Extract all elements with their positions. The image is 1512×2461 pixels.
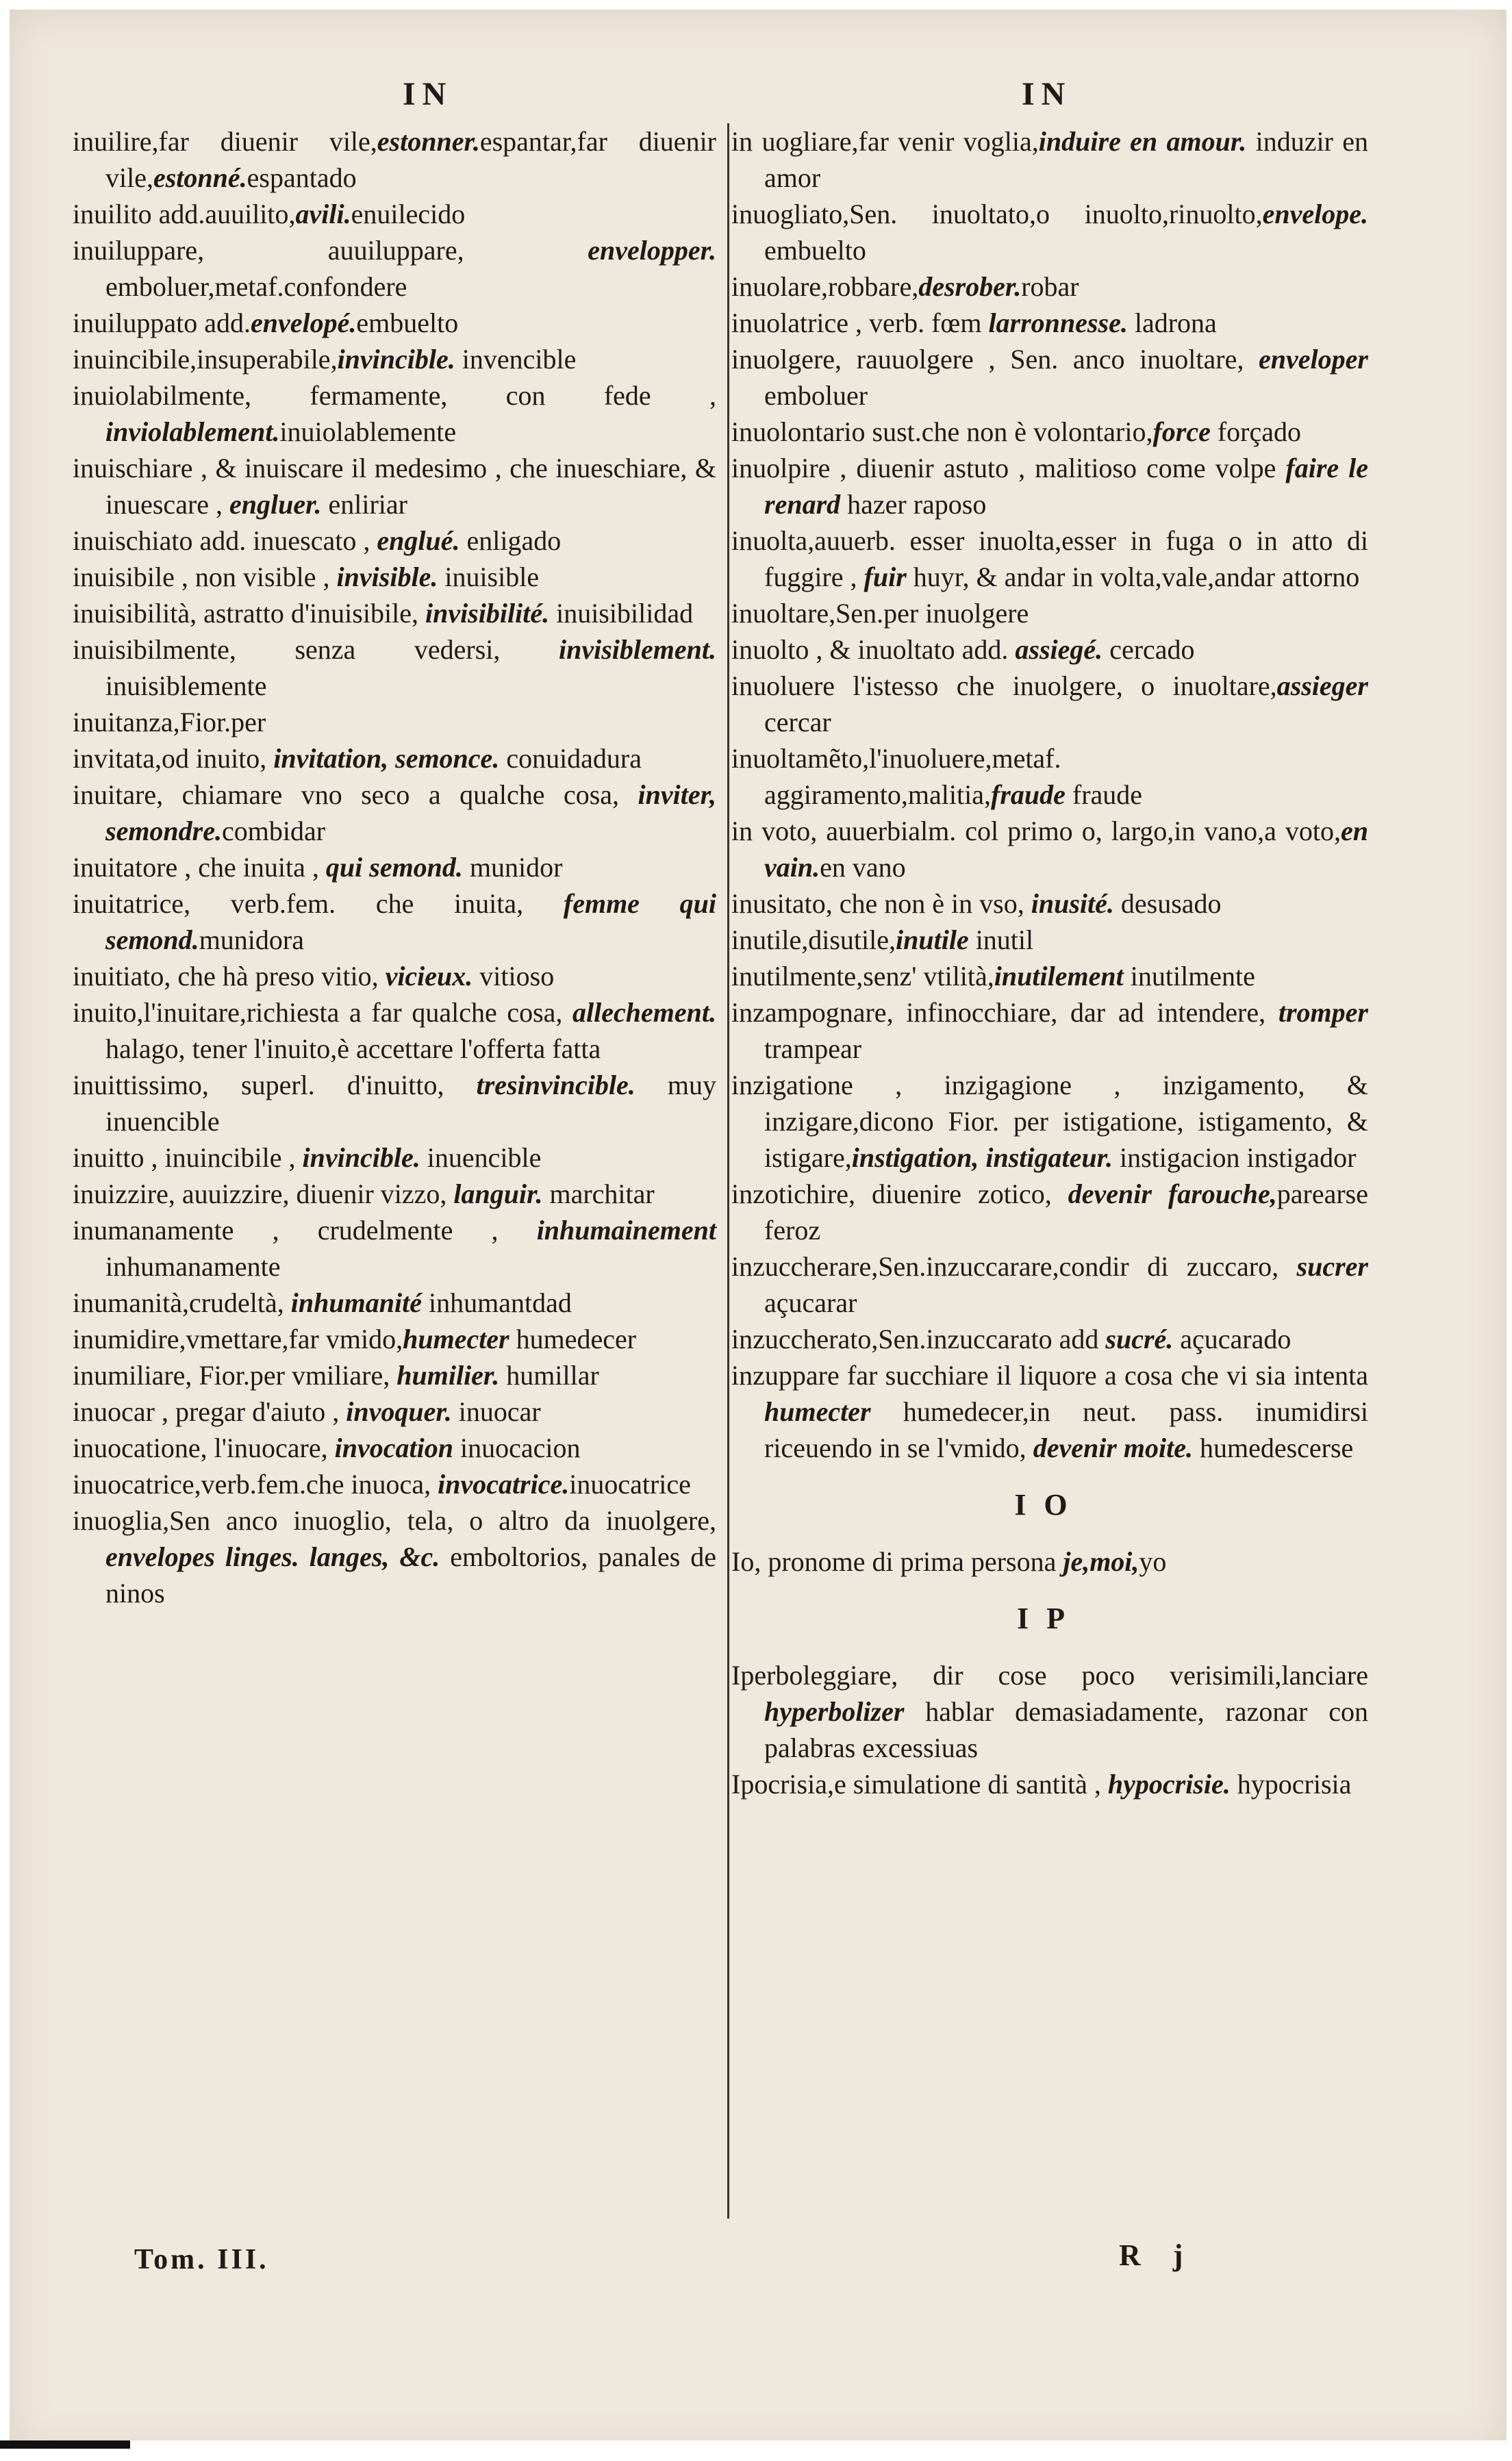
entry-french-term: inutile xyxy=(895,924,969,955)
entry-text: inuitanza,Fior.per xyxy=(73,707,266,737)
dictionary-entry xyxy=(73,1139,716,1176)
dictionary-entry xyxy=(73,885,716,958)
entry-french-term: inviolablement. xyxy=(105,416,280,447)
dictionary-entry xyxy=(731,994,1368,1067)
entry-text: instigacion instigador xyxy=(1112,1142,1357,1173)
entry-french-term: inutilement xyxy=(994,961,1124,992)
dictionary-entry xyxy=(731,196,1368,268)
entry-text: inuisibilità, astratto d'inuisibile, xyxy=(73,598,425,629)
entry-text: hazer raposo xyxy=(840,489,987,520)
entry-text: trampear xyxy=(764,1033,862,1064)
dictionary-entry xyxy=(73,377,716,450)
dictionary-entry xyxy=(731,1176,1368,1248)
entry-text: munidora xyxy=(199,924,304,955)
entry-french-term: invocatrice. xyxy=(438,1469,570,1500)
volume-label: Tom. III. xyxy=(134,2244,269,2275)
entry-text: marchitar xyxy=(542,1178,655,1209)
entry-text: inzigatione , inzigagione , inzigamento, & inzigare,dicono Fior. per istigatione, istigamento, & istigare, xyxy=(731,1070,1368,1173)
entry-text: açucarado xyxy=(1173,1324,1292,1354)
entry-french-term: devenir farouche, xyxy=(1068,1178,1277,1209)
entry-french-term: invocation xyxy=(334,1433,453,1463)
dictionary-entry xyxy=(73,1430,716,1466)
entry-text: inuocatrice,verb.fem.che inuoca, xyxy=(73,1469,438,1500)
entry-text: cercado xyxy=(1102,634,1195,665)
entry-text: inuisibile , non visible , xyxy=(73,561,337,592)
entry-french-term: desrober. xyxy=(918,271,1022,302)
entry-text: inuiluppare, auuiluppare, xyxy=(73,235,588,266)
running-head-right: IN xyxy=(1022,76,1072,112)
entry-text: inusitato, che non è in vso, xyxy=(731,888,1031,919)
dictionary-entry xyxy=(73,196,716,232)
dictionary-entry xyxy=(731,1357,1368,1466)
dictionary-entry xyxy=(73,1393,716,1430)
entry-text: inumanamente , crudelmente , xyxy=(73,1215,537,1246)
entry-french-term: qui semond. xyxy=(325,852,463,883)
entry-text: ladrona xyxy=(1127,307,1217,338)
entry-french-term: force xyxy=(1152,416,1211,447)
entry-french-term: invisiblement. xyxy=(559,634,716,665)
dictionary-entry xyxy=(73,123,716,196)
entry-text: inutilmente,senz' vtilità, xyxy=(731,961,994,992)
entry-text: humedecer xyxy=(509,1324,637,1354)
entry-text: emboluer xyxy=(764,380,868,411)
entry-french-term: engluer. xyxy=(229,489,322,520)
entry-french-term: tromper xyxy=(1278,997,1368,1028)
entry-text: embuelto xyxy=(764,235,866,266)
entry-text: inutilmente xyxy=(1123,961,1255,992)
entry-text: inutil xyxy=(968,924,1034,955)
right-column xyxy=(731,123,1368,1802)
entry-text: inzampognare, infinocchiare, dar ad intendere, xyxy=(731,997,1278,1028)
dictionary-entry xyxy=(73,450,716,522)
entry-text: humedescerse xyxy=(1192,1433,1354,1463)
dictionary-entry xyxy=(73,958,716,994)
entry-french-term: vicieux. xyxy=(385,961,473,992)
entry-text: inutile,disutile, xyxy=(731,924,896,955)
entry-text: robar xyxy=(1021,271,1079,302)
entry-french-term: allechement. xyxy=(572,997,716,1028)
dictionary-entry xyxy=(73,1357,716,1393)
entry-text: espantado xyxy=(247,162,357,193)
dictionary-entry xyxy=(731,305,1368,341)
dictionary-entry xyxy=(731,740,1368,813)
entry-french-term: enveloper xyxy=(1259,344,1368,375)
entry-text: inuiluppato add. xyxy=(73,307,251,338)
entry-french-term: hyperbolizer xyxy=(764,1696,905,1727)
entry-text: inuisibilmente, senza vedersi, xyxy=(73,634,559,665)
entry-french-term: inusité. xyxy=(1031,888,1114,919)
entry-text: inuisible xyxy=(438,561,540,592)
dictionary-entry xyxy=(73,341,716,377)
dictionary-entry xyxy=(73,232,716,305)
dictionary-entry xyxy=(731,595,1368,631)
entry-french-term: femme qui semond. xyxy=(105,888,717,955)
entry-text: muy inuencible xyxy=(105,1070,716,1137)
entry-french-term: en vain. xyxy=(764,816,1368,883)
signature-mark: R j xyxy=(1119,2238,1196,2272)
entry-text: Io, pronome di prima persona xyxy=(731,1546,1063,1577)
entry-french-term: sucré. xyxy=(1105,1324,1174,1354)
entry-text: emboluer,metaf.confondere xyxy=(105,271,407,302)
entry-text: inuischiato add. inuescato , xyxy=(73,525,377,556)
entry-text: en vano xyxy=(820,852,906,883)
entry-french-term: faire le renard xyxy=(764,453,1368,520)
entry-text: inuilito add.auuilito, xyxy=(73,199,296,229)
dictionary-entry xyxy=(73,1502,716,1611)
entry-text: Iperboleggiare, dir cose poco verisimili,lanciare xyxy=(731,1660,1368,1691)
dictionary-entry xyxy=(731,1067,1368,1176)
scan-edge-mark xyxy=(0,2440,130,2449)
entry-french-term: estonné. xyxy=(153,162,247,193)
entry-text: inuolpire , diuenir astuto , malitioso come volpe xyxy=(731,453,1286,483)
entry-text: huyr, & andar in volta,vale,andar attorno xyxy=(906,561,1360,592)
dictionary-entry xyxy=(731,668,1368,740)
entry-french-term: invincible. xyxy=(302,1142,420,1173)
entry-french-term: englué. xyxy=(377,525,460,556)
dictionary-entry xyxy=(731,885,1368,922)
entry-text: combidar xyxy=(222,816,326,846)
entry-text: inuischiare , & inuiscare il medesimo , che inueschiare, & inuescare , xyxy=(73,453,716,520)
entry-text: in voto, auuerbialm. col primo o, largo,in vano,a voto, xyxy=(731,816,1341,846)
entry-text: inumanità,crudeltà, xyxy=(73,1287,291,1318)
entry-french-term: envelope. xyxy=(1262,199,1368,229)
dictionary-entry xyxy=(73,1212,716,1285)
section-heading-ip: IP xyxy=(1017,1602,1083,1635)
entry-french-term: invitation, semonce. xyxy=(273,743,500,774)
entry-text: inuoluere l'istesso che inuolgere, o inuoltare, xyxy=(731,670,1277,701)
entry-french-term: inviter, semondre. xyxy=(105,779,716,846)
entry-french-term: invincible. xyxy=(337,344,455,375)
entry-text: inuitto , inuincibile , xyxy=(73,1142,303,1173)
entry-text: induzir en amor xyxy=(764,126,1369,193)
entry-text: inuolto , & inuoltato add. xyxy=(731,634,1016,665)
entry-text: inhumanamente xyxy=(105,1251,281,1282)
entry-text: inuocatione, l'inuocare, xyxy=(73,1433,335,1463)
entry-text: inuincibile,insuperabile, xyxy=(73,344,338,375)
entry-text: enliriar xyxy=(321,489,407,520)
dictionary-entry xyxy=(731,341,1368,414)
entry-text: inuittissimo, superl. d'inuitto, xyxy=(73,1070,477,1100)
entry-french-term: inhumanité xyxy=(290,1287,422,1318)
dictionary-entry xyxy=(731,268,1368,305)
entry-french-term: larronnesse. xyxy=(988,307,1128,338)
entry-text: humillar xyxy=(499,1360,599,1391)
entry-text: inuisiblemente xyxy=(105,670,267,701)
entry-text: halago, tener l'inuito,è accettare l'offerta fatta xyxy=(105,1033,601,1064)
dictionary-entry xyxy=(73,559,716,595)
dictionary-entry xyxy=(731,1248,1368,1321)
dictionary-entry xyxy=(73,595,716,631)
section-ip-entries xyxy=(731,1657,1368,1802)
entry-text: inuito,l'inuitare,richiesta a far qualche cosa, xyxy=(73,997,573,1028)
entry-french-term: humecter xyxy=(764,1396,871,1427)
entry-french-term: instigation, instigateur. xyxy=(851,1142,1113,1173)
dictionary-entry xyxy=(73,994,716,1067)
entry-text: inuizzire, auuizzire, diuenir vizzo, xyxy=(73,1178,454,1209)
entry-text: inuolta,auuerb. esser inuolta,esser in fuga o in atto di fuggire , xyxy=(731,525,1368,592)
dictionary-entry xyxy=(73,777,716,849)
running-head-left: IN xyxy=(403,76,453,112)
entry-french-term: fraude xyxy=(991,779,1066,810)
entry-text: inzuccherato,Sen.inzuccarato add xyxy=(731,1324,1106,1354)
entry-text: cercar xyxy=(764,707,831,737)
dictionary-entry xyxy=(73,1285,716,1321)
dictionary-entry xyxy=(731,1657,1368,1766)
entry-french-term: envelopes linges. langes, &c. xyxy=(105,1541,440,1572)
entry-french-term: sucrer xyxy=(1296,1251,1368,1282)
dictionary-entry xyxy=(73,704,716,740)
section-heading-io: IO xyxy=(1014,1488,1085,1522)
entry-french-term: invisibilité. xyxy=(425,598,550,629)
entry-text: enuilecido xyxy=(351,199,466,229)
entry-text: inuitare, chiamare vno seco a qualche cosa, xyxy=(73,779,638,810)
entry-text: enligado xyxy=(459,525,562,556)
entry-text: inuoltamẽto,l'inuoluere,metaf. aggiramento,malitia, xyxy=(731,743,1061,810)
entry-french-term: inhumainement xyxy=(536,1215,716,1246)
entry-text: humedecer,in neut. pass. inumidirsi riceuendo in se l'vmido, xyxy=(764,1396,1368,1463)
entry-text: desusado xyxy=(1113,888,1222,919)
entry-text: inuencible xyxy=(420,1142,542,1173)
dictionary-entry xyxy=(73,1067,716,1139)
entry-text: inuiolablemente xyxy=(279,416,457,447)
entry-french-term: avili. xyxy=(295,199,351,229)
entry-text: invitata,od inuito, xyxy=(73,743,274,774)
entry-text: inuolgere, rauuolgere , Sen. anco inuoltare, xyxy=(731,344,1259,375)
entry-french-term: estonner. xyxy=(377,126,480,157)
entry-text: vitioso xyxy=(473,961,555,992)
entry-french-term: languir. xyxy=(453,1178,543,1209)
entry-french-term: assieger xyxy=(1276,670,1368,701)
entry-text: inuilire,far diuenir vile, xyxy=(73,126,377,157)
dictionary-entry xyxy=(731,813,1368,885)
entry-text: conuidadura xyxy=(499,743,642,774)
dictionary-entry xyxy=(731,414,1368,450)
entry-text: inuolatrice , verb. fœm xyxy=(731,307,989,338)
dictionary-entry xyxy=(73,522,716,559)
entry-french-term: envelopé. xyxy=(250,307,357,338)
entry-text: embuelto xyxy=(356,307,459,338)
entry-text: hypocrisia xyxy=(1230,1769,1352,1800)
entry-french-term: invisible. xyxy=(336,561,438,592)
entry-text: inuitiato, che hà preso vitio, xyxy=(73,961,386,992)
entry-french-term: envelopper. xyxy=(588,235,716,266)
dictionary-page xyxy=(10,10,1507,2453)
entry-french-term: humilier. xyxy=(396,1360,500,1391)
entry-text: açucarar xyxy=(764,1287,857,1318)
dictionary-entry xyxy=(73,631,716,704)
entry-text: inuocar , pregar d'aiuto , xyxy=(73,1396,346,1427)
dictionary-entry xyxy=(73,1321,716,1357)
entry-text: yo xyxy=(1139,1546,1167,1577)
entry-text: inuitatore , che inuita , xyxy=(73,852,326,883)
entry-text: inuolontario sust.che non è volontario, xyxy=(731,416,1153,447)
dictionary-entry xyxy=(731,631,1368,668)
entry-text: forçado xyxy=(1210,416,1302,447)
entry-text: in uogliare,far venir voglia, xyxy=(731,126,1039,157)
dictionary-entry xyxy=(731,123,1368,196)
entry-french-term: hypocrisie. xyxy=(1107,1769,1231,1800)
entry-text: inuolare,robbare, xyxy=(731,271,919,302)
dictionary-entry xyxy=(73,1466,716,1502)
dictionary-entry xyxy=(731,1321,1368,1357)
entry-text: inzotichire, diuenire zotico, xyxy=(731,1178,1068,1209)
entry-text: fraude xyxy=(1065,779,1143,810)
right-entries xyxy=(731,123,1368,1466)
dictionary-entry xyxy=(731,922,1368,958)
entry-text: inuoltare,Sen.per inuolgere xyxy=(731,598,1029,629)
entry-text: inuocacion xyxy=(453,1433,581,1463)
dictionary-entry xyxy=(73,849,716,885)
entry-french-term: tresinvincible. xyxy=(476,1070,635,1100)
entry-text: Ipocrisia,e simulatione di santità , xyxy=(731,1769,1108,1800)
column-divider xyxy=(727,123,729,2219)
entry-text: inuocatrice xyxy=(569,1469,691,1500)
dictionary-entry xyxy=(73,305,716,341)
entry-text: inuocar xyxy=(451,1396,541,1427)
entry-text: inumiliare, Fior.per vmiliare, xyxy=(73,1360,397,1391)
entry-french-term: assiegé. xyxy=(1015,634,1103,665)
entry-text: inuisibilidad xyxy=(549,598,694,629)
entry-text: inumidire,vmettare,far vmido, xyxy=(73,1324,403,1354)
dictionary-entry xyxy=(731,450,1368,522)
entry-french-term: induire en amour. xyxy=(1038,126,1247,157)
entry-french-term: invoquer. xyxy=(346,1396,452,1427)
entry-text: inuitatrice, verb.fem. che inuita, xyxy=(73,888,564,919)
entry-text: inuiolabilmente, fermamente, con fede , xyxy=(73,380,716,411)
dictionary-entry xyxy=(731,958,1368,994)
dictionary-entry xyxy=(73,1176,716,1212)
entry-text: invencible xyxy=(455,344,577,375)
section-io-entries xyxy=(731,1543,1368,1580)
dictionary-entry xyxy=(731,522,1368,595)
scan-edge xyxy=(0,2440,1512,2461)
entry-french-term: humecter xyxy=(403,1324,509,1354)
entry-french-term: je,moi, xyxy=(1063,1546,1139,1577)
entry-text: hablar demasiadamente, razonar con palabras excessiuas xyxy=(764,1696,1368,1763)
entry-text: inuoglia,Sen anco inuoglio, tela, o altro da inuolgere, xyxy=(73,1505,716,1536)
entry-text: parearse feroz xyxy=(764,1178,1368,1246)
entry-text: inzuppare far succhiare il liquore a cosa che vi sia intenta xyxy=(731,1360,1368,1391)
entry-text: emboltorios, panales de ninos xyxy=(105,1541,717,1608)
entry-text: inhumantdad xyxy=(421,1287,572,1318)
entry-text: inuogliato,Sen. inuoltato,o inuolto,rinuolto, xyxy=(731,199,1263,229)
dictionary-entry xyxy=(73,740,716,777)
entry-french-term: fuir xyxy=(864,561,907,592)
entry-french-term: devenir moite. xyxy=(1033,1433,1193,1463)
entry-text: inzuccherare,Sen.inzuccarare,condir di zuccaro, xyxy=(731,1251,1297,1282)
left-column xyxy=(73,123,716,1611)
dictionary-entry xyxy=(731,1543,1368,1580)
entry-text: munidor xyxy=(462,852,563,883)
entry-text: espantar,far diuenir vile, xyxy=(105,126,716,193)
dictionary-entry xyxy=(731,1766,1368,1802)
